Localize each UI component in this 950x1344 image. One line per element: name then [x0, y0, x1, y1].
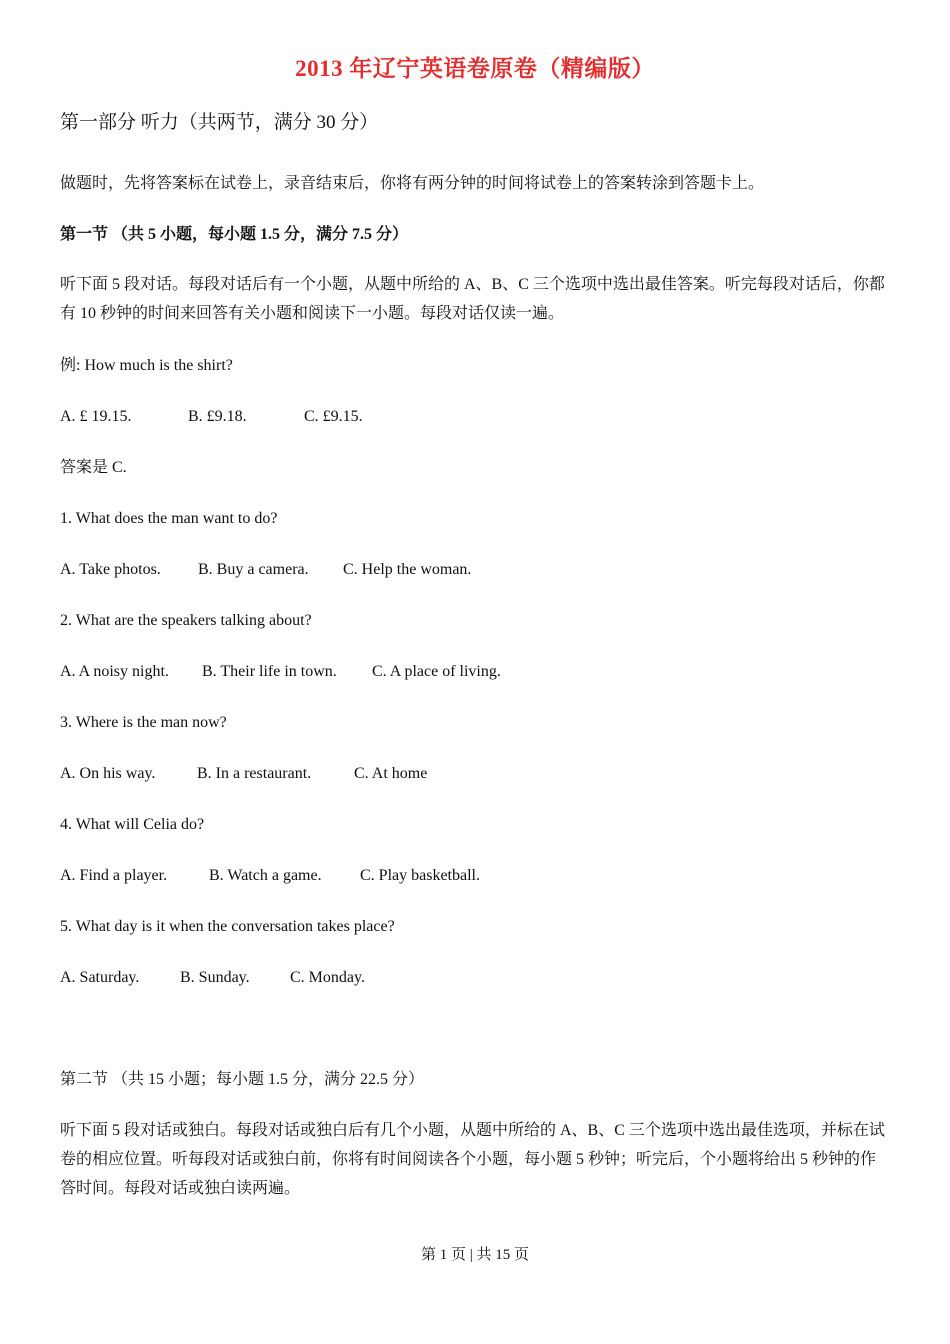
option-b: B. Their life in town.	[202, 663, 337, 680]
question-4-options	[60, 861, 890, 890]
question-4: 4. What will Celia do?	[60, 816, 205, 833]
question-2: 2. What are the speakers talking about?	[60, 612, 312, 629]
option-a: A. Take photos.	[60, 561, 161, 578]
page-footer: 第 1 页 | 共 15 页	[420, 1247, 529, 1263]
option-b: B. Sunday.	[180, 969, 250, 986]
option-a: A. A noisy night.	[60, 663, 169, 680]
question-3: 3. Where is the man now?	[60, 714, 227, 731]
part-heading: 第一部分 听力（共两节，满分 30 分）	[60, 112, 379, 133]
option-c: C. Monday.	[290, 969, 365, 986]
question-2-options	[60, 657, 890, 686]
intro-text: 做题时，先将答案标在试卷上，录音结束后，你将有两分钟的时间将试卷上的答案转涂到答题卡上。	[60, 175, 765, 192]
question-1-options	[60, 555, 890, 584]
option-c: C. At home	[354, 765, 428, 782]
example-answer: 答案是 C.	[60, 459, 127, 476]
section1-heading: 第一节 （共 5 小题，每小题 1.5 分，满分 7.5 分）	[60, 226, 409, 243]
option-a: A. £ 19.15.	[60, 408, 132, 425]
section2-instructions: 听下面 5 段对话或独白。每段对话或独白后有几个小题，从题中所给的 A、B、C 三个选项中选出最佳选项，并标在试卷的相应位置。听每段对话或独白前，你将有时间阅读各个小题，每小题 5 秒钟；听完后，个小题将给出 5 秒钟的作答时间。每段对话或独白读两遍。	[60, 1122, 885, 1197]
option-c: C. £9.15.	[304, 408, 363, 425]
example-question: 例: How much is the shirt?	[60, 357, 233, 374]
option-b: B. In a restaurant.	[197, 765, 312, 782]
section1-instructions: 听下面 5 段对话。每段对话后有一个小题，从题中所给的 A、B、C 三个选项中选出最佳答案。听完每段对话后，你都有 10 秒钟的时间来回答有关小题和阅读下一小题。每段对话仅读一遍。	[60, 276, 885, 322]
option-c: C. A place of living.	[372, 663, 501, 680]
option-a: A. Find a player.	[60, 867, 168, 884]
option-c: C. Play basketball.	[360, 867, 480, 884]
question-5-options	[60, 963, 890, 992]
option-c: C. Help the woman.	[343, 561, 472, 578]
question-3-options	[60, 759, 890, 788]
option-b: B. Buy a camera.	[198, 561, 309, 578]
question-1: 1. What does the man want to do?	[60, 510, 278, 527]
question-5: 5. What day is it when the conversation takes place?	[60, 918, 395, 935]
section2-heading: 第二节 （共 15 小题；每小题 1.5 分，满分 22.5 分）	[60, 1071, 425, 1088]
option-b: B. Watch a game.	[209, 867, 322, 884]
option-a: A. On his way.	[60, 765, 156, 782]
option-a: A. Saturday.	[60, 969, 140, 986]
example-options	[60, 402, 890, 431]
option-b: B. £9.18.	[188, 408, 247, 425]
document-title: 2013 年辽宁英语卷原卷（精编版）	[295, 56, 655, 81]
